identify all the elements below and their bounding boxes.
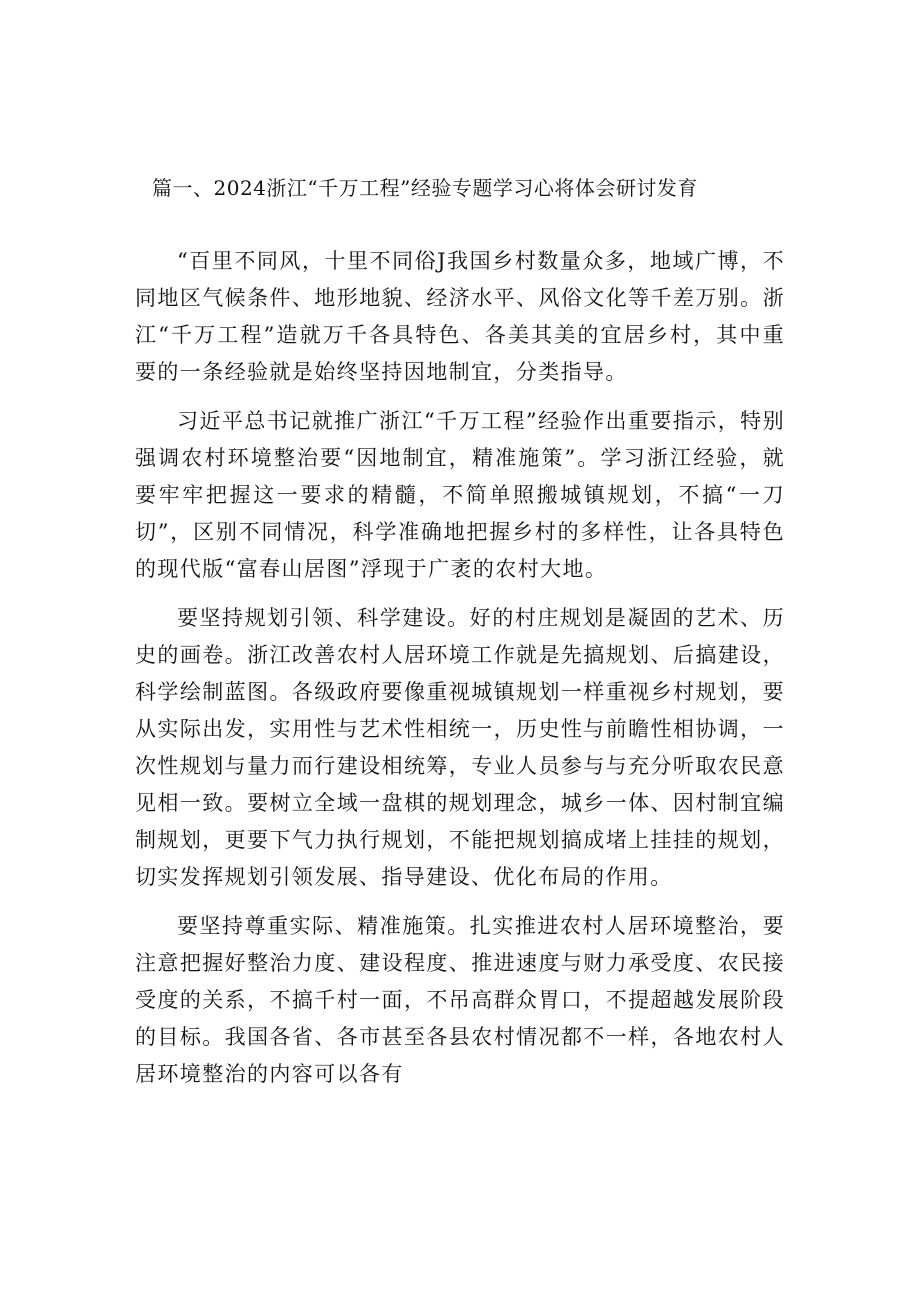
document-title: 篇一、2024浙江“千万工程”经验专题学习心将体会研讨发育 <box>152 176 698 200</box>
paragraph-4: 要坚持尊重实际、精准施策。扎实推进农村人居环境整治，要注意把握好整治力度、建设程度、推进速度与财力承受度、农民接受度的关系，不搞千村一面，不吊高群众胃口，不提超越发展阶段的目标。我国各省、各市甚至各县农村情况都不一样，各地农村人居环境整治的内容可以各有 <box>135 914 785 1086</box>
paragraph-3: 要坚持规划引领、科学建设。好的村庄规划是凝固的艺术、历史的画卷。浙江改善农村人居环境工作就是先搞规划、后搞建设，科学绘制蓝图。各级政府要像重视城镇规划一样重视乡村规划，要从实际出发，实用性与艺术性相统一，历史性与前瞻性相协调，一次性规划与量力而行建设相统筹，专业人员参与与充分听取农民意见相一致。要树立全域一盘棋的规划理念，城乡一体、因村制宜编制规划，更要下气力执行规划，不能把规划搞成堵上挂挂的规划，切实发挥规划引领发展、指导建设、优化布局的作用。 <box>135 606 785 889</box>
paragraph-2: 习近平总书记就推广浙江“千万工程”经验作出重要指示，特别强调农村环境整治要“因地制宜，精准施策”。学习浙江经验，就要牢牢把握这一要求的精髓，不简单照搬城镇规划，不搞“一刀切”，区别不同情况，科学准确地把握乡村的多样性，让各具特色的现代版“富春山居图”浮现于广袤的农村大地。 <box>135 409 785 581</box>
paragraph-1: “百里不同风，十里不同俗J我国乡村数量众多，地域广博，不同地区气候条件、地形地貌、经济水平、风俗文化等千差万别。浙江“千万工程”造就万千各具特色、各美其美的宜居乡村，其中重要的一条经验就是始终坚持因地制宜，分类指导。 <box>135 249 785 384</box>
document-body <box>135 243 785 1105</box>
